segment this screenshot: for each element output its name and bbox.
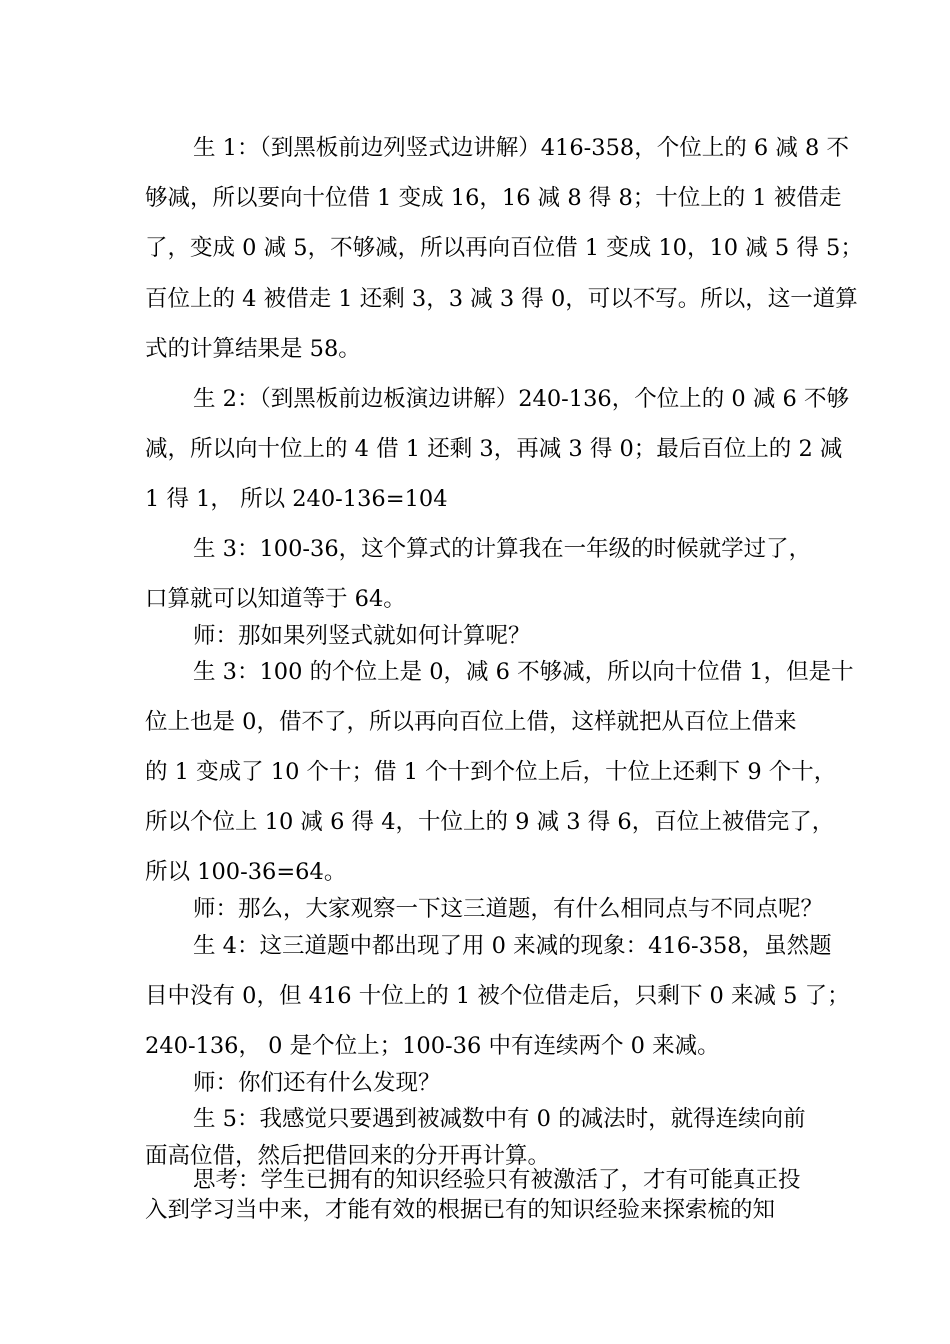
- paragraph-line: 够减，所以要向十位借 1 变成 16，16 减 8 得 8；十位上的 1 被借走: [145, 185, 842, 211]
- paragraph-line: 生 1：（到黑板前边列竖式边讲解）416-358，个位上的 6 减 8 不: [193, 135, 849, 161]
- paragraph-line: 百位上的 4 被借走 1 还剩 3，3 减 3 得 0，可以不写。所以，这一道算: [145, 286, 858, 312]
- paragraph-line: 师：那如果列竖式就如何计算呢？: [193, 623, 531, 649]
- paragraph-line: 生 3：100 的个位上是 0，减 6 不够减，所以向十位借 1，但是十: [193, 659, 854, 685]
- paragraph-line: 生 2：（到黑板前边板演边讲解）240-136，个位上的 0 减 6 不够: [193, 386, 849, 412]
- paragraph-line: 了，变成 0 减 5，不够减，所以再向百位借 1 变成 10，10 减 5 得 5；: [145, 235, 863, 261]
- paragraph-line: 师：那么，大家观察一下这三道题，有什么相同点与不同点呢？: [193, 896, 824, 922]
- paragraph-line: 面高位借，然后把借回来的分开再计算。: [145, 1143, 551, 1169]
- paragraph-line: 1 得 1， 所以 240-136=104: [145, 486, 448, 512]
- paragraph-line: 师：你们还有什么发现？: [193, 1070, 441, 1096]
- paragraph-line: 口算就可以知道等于 64。: [145, 586, 406, 612]
- paragraph-line: 思考：学生已拥有的知识经验只有被激活了，才有可能真正投: [193, 1167, 801, 1193]
- paragraph-line: 所以 100-36=64。: [145, 859, 347, 885]
- paragraph-line: 入到学习当中来，才能有效的根据已有的知识经验来探索梳的知: [145, 1197, 776, 1223]
- paragraph-line: 生 3：100-36，这个算式的计算我在一年级的时候就学过了，: [193, 536, 812, 562]
- paragraph-line: 位上也是 0，借不了，所以再向百位上借，这样就把从百位上借来: [145, 709, 797, 735]
- paragraph-line: 240-136， 0 是个位上；100-36 中有连续两个 0 来减。: [145, 1033, 720, 1059]
- paragraph-line: 生 5：我感觉只要遇到被减数中有 0 的减法时，就得连续向前: [193, 1106, 806, 1132]
- paragraph-line: 的 1 变成了 10 个十；借 1 个十到个位上后，十位上还剩下 9 个十，: [145, 759, 837, 785]
- paragraph-line: 所以个位上 10 减 6 得 4，十位上的 9 减 3 得 6，百位上被借完了，: [145, 809, 835, 835]
- paragraph-line: 生 4：这三道题中都出现了用 0 来减的现象：416-358，虽然题: [193, 933, 832, 959]
- paragraph-line: 目中没有 0，但 416 十位上的 1 被个位借走后，只剩下 0 来减 5 了；: [145, 983, 850, 1009]
- paragraph-line: 式的计算结果是 58。: [145, 336, 361, 362]
- paragraph-line: 减，所以向十位上的 4 借 1 还剩 3，再减 3 得 0；最后百位上的 2 减: [145, 436, 843, 462]
